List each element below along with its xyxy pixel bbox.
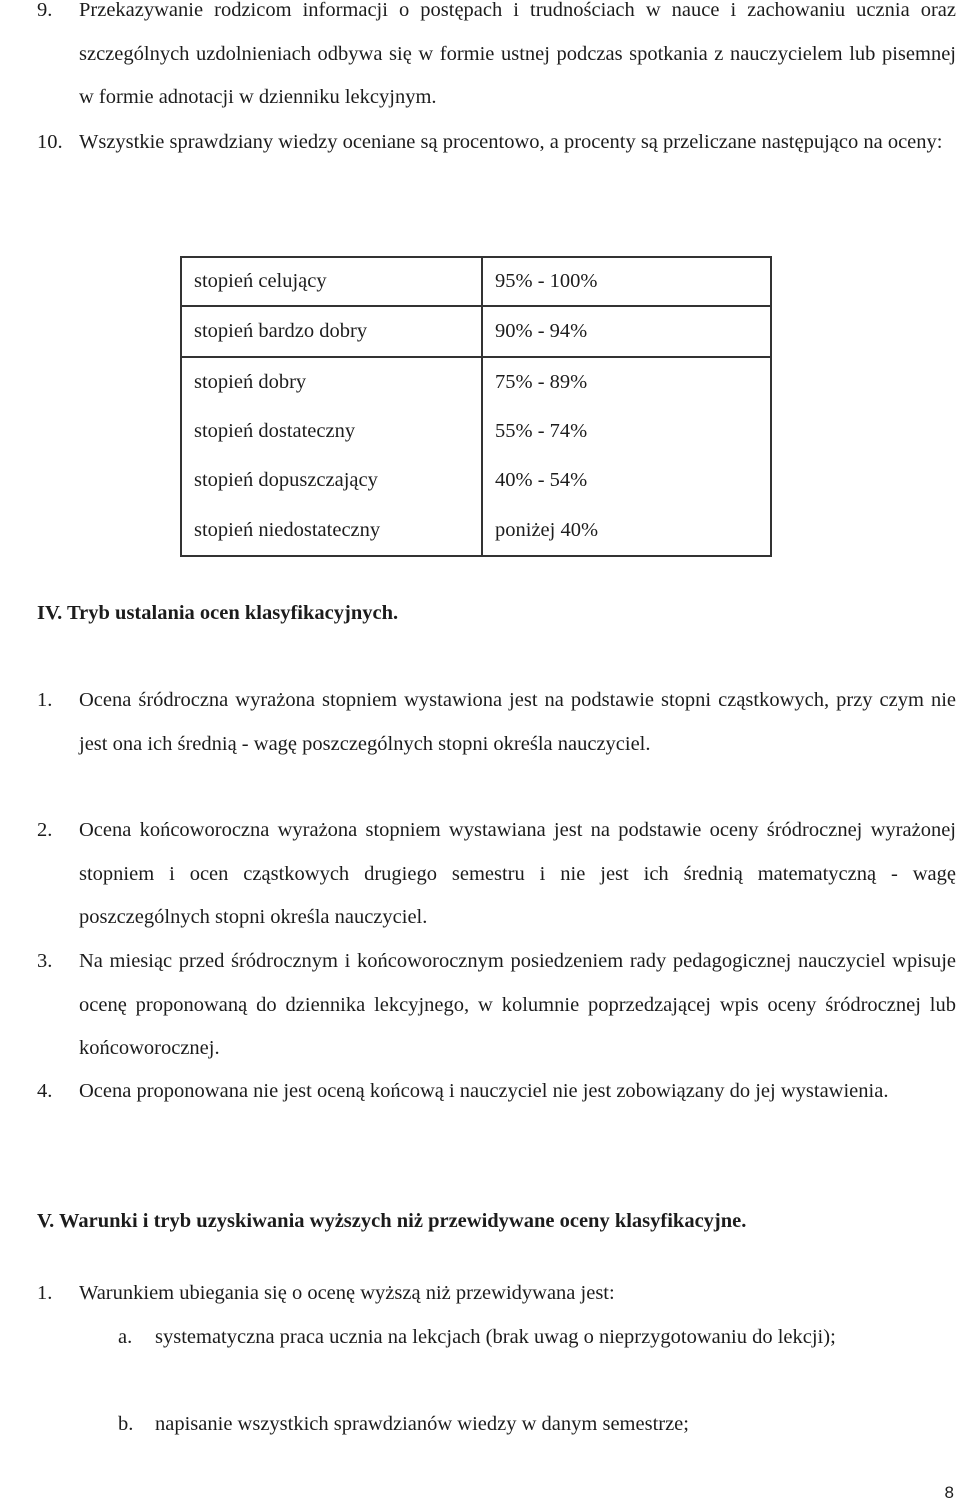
list-text: napisanie wszystkich sprawdzianów wiedzy w danym semestrze; bbox=[155, 1413, 689, 1435]
section-heading: IV. Tryb ustalania ocen klasyfikacyjnych. bbox=[37, 602, 399, 624]
page-number: 8 bbox=[944, 1483, 954, 1502]
list-number: 1. bbox=[37, 689, 53, 711]
grade-cell: stopień niedostateczny bbox=[181, 505, 482, 556]
list-number: 3. bbox=[37, 950, 53, 972]
grade-cell: stopień celujący bbox=[181, 257, 482, 306]
list-number: 1. bbox=[37, 1282, 53, 1304]
list-letter: b. bbox=[118, 1413, 134, 1435]
range-cell: 55% - 74% bbox=[482, 407, 771, 456]
grade-cell: stopień bardzo dobry bbox=[181, 306, 482, 357]
grades-table bbox=[180, 256, 772, 557]
table-row bbox=[181, 357, 771, 407]
range-cell: 75% - 89% bbox=[482, 357, 771, 407]
table-row bbox=[181, 407, 771, 456]
table-row bbox=[181, 257, 771, 306]
grade-cell: stopień dopuszczający bbox=[181, 456, 482, 505]
list-text: systematyczna praca ucznia na lekcjach (brak uwag o nieprzygotowaniu do lekcji); bbox=[155, 1326, 836, 1348]
list-text: Ocena śródroczna wyrażona stopniem wystawiona jest na podstawie stopni cząstkowych, przy czym nie jest ona ich średnią - wagę poszczególnych stopni określa nauczyciel. bbox=[79, 689, 956, 755]
list-text: Przekazywanie rodzicom informacji o postępach i trudnościach w nauce i zachowaniu ucznia oraz szczególnych uzdolnieniach odbywa się w formie ustnej podczas spotkania z nauczycielem lub pisemnej w formie adnotacji w dzienniku lekcyjnym. bbox=[79, 0, 956, 108]
grade-cell: stopień dostateczny bbox=[181, 407, 482, 456]
range-cell: 90% - 94% bbox=[482, 306, 771, 357]
list-number: 4. bbox=[37, 1080, 53, 1102]
range-cell: poniżej 40% bbox=[482, 505, 771, 556]
list-letter: a. bbox=[118, 1326, 133, 1348]
list-number: 10. bbox=[37, 131, 63, 153]
table-row bbox=[181, 456, 771, 505]
section-heading: V. Warunki i tryb uzyskiwania wyższych niż przewidywane oceny klasyfikacyjne. bbox=[37, 1210, 747, 1232]
list-number: 9. bbox=[37, 0, 53, 21]
list-text: Warunkiem ubiegania się o ocenę wyższą niż przewidywana jest: bbox=[79, 1282, 615, 1304]
table-row bbox=[181, 505, 771, 556]
list-text: Wszystkie sprawdziany wiedzy oceniane są procentowo, a procenty są przeliczane następująco na oceny: bbox=[79, 131, 943, 153]
list-text: Ocena końcoworoczna wyrażona stopniem wystawiana jest na podstawie oceny śródrocznej wyrażonej stopniem i ocen cząstkowych drugiego semestru i nie jest ich średnią matematyczną - wagę poszczególnych stopni określa nauczyciel. bbox=[79, 819, 956, 928]
list-number: 2. bbox=[37, 819, 53, 841]
list-text: Na miesiąc przed śródrocznym i końcoworocznym posiedzeniem rady pedagogicznej nauczyciel wpisuje ocenę proponowaną do dziennika lekcyjnego, w kolumnie poprzedzającej wpis oceny śródrocznej lub końcoworocznej. bbox=[79, 950, 956, 1059]
list-text: Ocena proponowana nie jest oceną końcową i nauczyciel nie jest zobowiązany do jej wystawienia. bbox=[79, 1080, 889, 1102]
range-cell: 40% - 54% bbox=[482, 456, 771, 505]
table-row bbox=[181, 306, 771, 357]
grade-cell: stopień dobry bbox=[181, 357, 482, 407]
range-cell: 95% - 100% bbox=[482, 257, 771, 306]
